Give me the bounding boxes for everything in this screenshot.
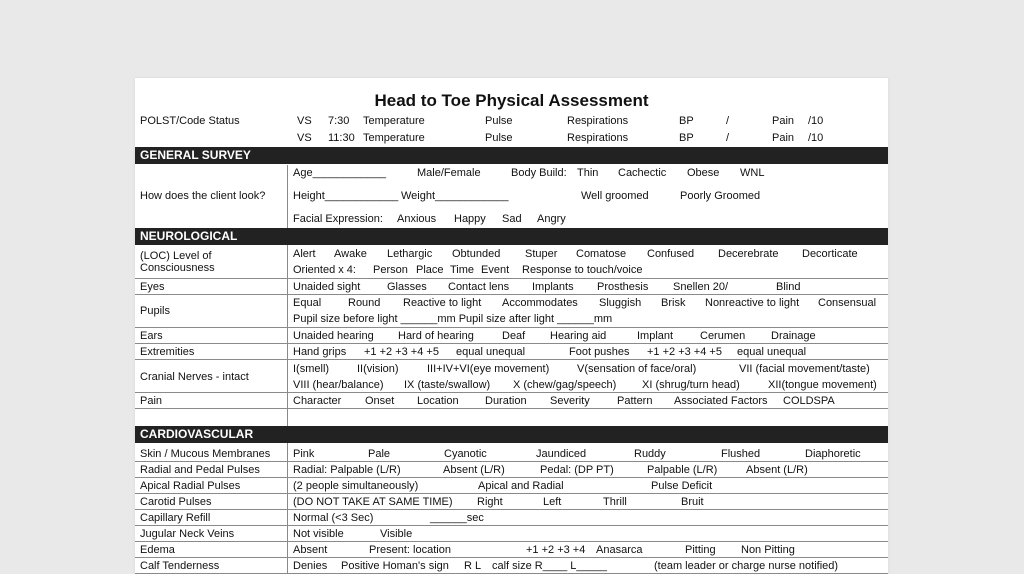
row-label: Ears xyxy=(140,330,163,342)
cardio-option: Pale xyxy=(368,448,391,460)
row-label: Eyes xyxy=(140,281,165,293)
row-divider xyxy=(135,493,888,494)
neuro-option: Decorticate xyxy=(802,248,858,260)
row-divider xyxy=(135,525,888,526)
neuro-option: Alert xyxy=(293,248,316,260)
neuro-option: Hand grips xyxy=(293,346,347,358)
section-heading: GENERAL SURVEY xyxy=(140,148,251,162)
section-cardiovascular xyxy=(135,426,888,443)
cardio-option: Bruit xyxy=(681,496,704,508)
neuro-option: Decerebrate xyxy=(718,248,779,260)
cardio-option: Left xyxy=(543,496,562,508)
cranial-nerve-option: XII(tongue movement) xyxy=(768,379,877,391)
neuro-option: Location xyxy=(417,395,459,407)
neuro-option: Accommodates xyxy=(502,297,578,309)
neuro-option: Time xyxy=(450,264,475,276)
neuro-option: Event xyxy=(481,264,510,276)
survey-option: Thin xyxy=(577,167,599,179)
cardio-option: Pink xyxy=(293,448,315,460)
neuro-option: Foot pushes xyxy=(569,346,630,358)
survey-option: Cachectic xyxy=(618,167,667,179)
cardio-option: +1 +2 +3 +4 xyxy=(526,544,586,556)
neuro-option: equal unequal xyxy=(456,346,526,358)
row-label: Radial and Pedal Pulses xyxy=(140,464,260,476)
neuro-option: Cerumen xyxy=(700,330,746,342)
row-label: Skin / Mucous Membranes xyxy=(140,448,271,460)
vital-signs-field: /10 xyxy=(808,115,824,127)
cardio-option: R L xyxy=(464,560,482,572)
column-divider xyxy=(287,245,288,426)
vital-signs-field: 7:30 xyxy=(328,115,350,127)
neuro-option: Severity xyxy=(550,395,590,407)
neuro-option: Hearing aid xyxy=(550,330,607,342)
form-title: Head to Toe Physical Assessment xyxy=(374,91,649,110)
cardio-option: Jaundiced xyxy=(536,448,587,460)
neuro-option: Prosthesis xyxy=(597,281,649,293)
neuro-option: Awake xyxy=(334,248,367,260)
neuro-option: Associated Factors xyxy=(674,395,768,407)
cardio-option: Pitting xyxy=(685,544,716,556)
cardio-option: Palpable (L/R) xyxy=(647,464,718,476)
neuro-option: Implant xyxy=(637,330,674,342)
neuro-option: Nonreactive to light xyxy=(705,297,800,309)
vital-signs-field: Temperature xyxy=(363,115,425,127)
column-divider xyxy=(287,165,288,228)
neuro-option: Character xyxy=(293,395,342,407)
row-divider xyxy=(135,327,888,328)
vital-signs-field: /10 xyxy=(808,132,824,144)
neuro-option: Place xyxy=(416,264,444,276)
cardio-option: Absent (L/R) xyxy=(443,464,505,476)
survey-option: Happy xyxy=(454,213,486,225)
row-divider xyxy=(135,477,888,478)
cardio-option: ______sec xyxy=(430,512,484,524)
cardio-option: Denies xyxy=(293,560,328,572)
neuro-option: Response to touch/voice xyxy=(522,264,643,276)
cardio-option: Normal (<3 Sec) xyxy=(293,512,374,524)
survey-option: Anxious xyxy=(397,213,437,225)
neuro-option: Onset xyxy=(365,395,395,407)
neuro-option: Round xyxy=(348,297,381,309)
cardio-option: Ruddy xyxy=(634,448,666,460)
vital-signs-field: 11:30 xyxy=(328,132,355,144)
cardio-option: Radial: Palpable (L/R) xyxy=(293,464,401,476)
cardio-option: Visible xyxy=(380,528,413,540)
survey-option: Height____________ xyxy=(293,190,399,202)
vital-signs-field: VS xyxy=(297,132,312,144)
survey-option: Facial Expression: xyxy=(293,213,383,225)
section-heading: CARDIOVASCULAR xyxy=(140,427,254,441)
vital-signs-field: / xyxy=(726,115,730,127)
survey-option: Well groomed xyxy=(581,190,649,202)
cardio-option: Pulse Deficit xyxy=(651,480,713,492)
cardio-option: (team leader or charge nurse notified) xyxy=(654,560,839,572)
cardio-option: Diaphoretic xyxy=(805,448,861,460)
vital-signs-field: BP xyxy=(679,115,694,127)
neuro-option: Comatose xyxy=(576,248,627,260)
row-label: Apical Radial Pulses xyxy=(140,480,241,492)
vital-signs-field: VS xyxy=(297,115,312,127)
row-divider xyxy=(135,278,888,279)
neuro-option: Blind xyxy=(776,281,801,293)
neuro-option: COLDSPA xyxy=(783,395,835,407)
survey-option: Obese xyxy=(687,167,720,179)
neuro-option: Snellen 20/ xyxy=(673,281,729,293)
neuro-option: Confused xyxy=(647,248,695,260)
cardio-option: calf size R____ L_____ xyxy=(492,560,607,572)
row-label: Carotid Pulses xyxy=(140,496,212,508)
neuro-option: Unaided hearing xyxy=(293,330,374,342)
cranial-nerve-option: XI (shrug/turn head) xyxy=(642,379,740,391)
neuro-option: equal unequal xyxy=(737,346,807,358)
neuro-option: Pupil size before light ______mm Pupil size after light ______mm xyxy=(293,313,613,325)
row-divider xyxy=(135,294,888,295)
neuro-option: Drainage xyxy=(771,330,816,342)
section-general-survey xyxy=(135,147,888,164)
vital-signs-field: Pain xyxy=(772,115,795,127)
cardio-option: (DO NOT TAKE AT SAME TIME) xyxy=(293,496,453,508)
neuro-option: Sluggish xyxy=(599,297,642,309)
survey-option: Sad xyxy=(502,213,522,225)
vital-signs-field: Pain xyxy=(772,132,795,144)
row-label: Cranial Nerves - intact xyxy=(140,371,249,383)
row-divider xyxy=(135,461,888,462)
survey-option: Body Build: xyxy=(511,167,567,179)
neuro-option: Pattern xyxy=(617,395,653,407)
vital-signs-field: Pulse xyxy=(485,115,513,127)
row-divider xyxy=(135,557,888,558)
survey-option: Angry xyxy=(537,213,566,225)
cardio-option: Not visible xyxy=(293,528,344,540)
survey-option: Age____________ xyxy=(293,167,386,179)
neuro-option: +1 +2 +3 +4 +5 xyxy=(364,346,439,358)
cardio-option: Thrill xyxy=(603,496,627,508)
neuro-option: Obtunded xyxy=(452,248,501,260)
vital-signs-field: BP xyxy=(679,132,694,144)
survey-option: Male/Female xyxy=(417,167,481,179)
neuro-option: Contact lens xyxy=(448,281,510,293)
cranial-nerve-option: V(sensation of face/oral) xyxy=(577,363,697,375)
neuro-option: Person xyxy=(373,264,408,276)
row-divider xyxy=(135,392,888,393)
row-label: (LOC) Level of xyxy=(140,250,212,262)
row-divider xyxy=(135,541,888,542)
row-label: Consciousness xyxy=(140,262,215,274)
vital-signs-field: Temperature xyxy=(363,132,425,144)
cardio-option: Non Pitting xyxy=(741,544,795,556)
neuro-option: Equal xyxy=(293,297,322,309)
section-neurological xyxy=(135,228,888,245)
row-label: Jugular Neck Veins xyxy=(140,528,235,540)
survey-option: WNL xyxy=(740,167,765,179)
cranial-nerve-option: X (chew/gag/speech) xyxy=(513,379,617,391)
neuro-option: Hard of hearing xyxy=(398,330,474,342)
cranial-nerve-option: VII (facial movement/taste) xyxy=(739,363,870,375)
row-label: Extremities xyxy=(140,346,195,358)
cranial-nerve-option: VIII (hear/balance) xyxy=(293,379,384,391)
row-divider xyxy=(135,359,888,360)
neuro-option: Lethargic xyxy=(387,248,433,260)
cranial-nerve-option: I(smell) xyxy=(293,363,330,375)
row-label: Calf Tenderness xyxy=(140,560,220,572)
cardio-option: Right xyxy=(477,496,503,508)
cardio-option: Anasarca xyxy=(596,544,643,556)
neuro-option: Stuper xyxy=(525,248,558,260)
cardio-option: (2 people simultaneously) xyxy=(293,480,419,492)
neuro-option: +1 +2 +3 +4 +5 xyxy=(647,346,722,358)
cardio-option: Pedal: (DP PT) xyxy=(540,464,614,476)
cardio-option: Present: location xyxy=(369,544,451,556)
cranial-nerve-option: III+IV+VI(eye movement) xyxy=(427,363,550,375)
row-label: Pupils xyxy=(140,305,170,317)
vital-signs-field: Respirations xyxy=(567,115,629,127)
polst-label: POLST/Code Status xyxy=(140,115,240,127)
survey-option: Poorly Groomed xyxy=(680,190,761,202)
row-divider xyxy=(135,509,888,510)
row-divider xyxy=(135,343,888,344)
neuro-option: Oriented x 4: xyxy=(293,264,356,276)
vital-signs-field: Pulse xyxy=(485,132,513,144)
row-label: Capillary Refill xyxy=(140,512,211,524)
cranial-nerve-option: IX (taste/swallow) xyxy=(404,379,491,391)
survey-option: Weight____________ xyxy=(401,190,509,202)
cardio-option: Absent (L/R) xyxy=(746,464,808,476)
assessment-form xyxy=(135,78,888,574)
vital-signs-field: / xyxy=(726,132,730,144)
row-divider xyxy=(135,408,888,409)
neuro-option: Unaided sight xyxy=(293,281,361,293)
neuro-option: Glasses xyxy=(387,281,427,293)
cardio-option: Positive Homan's sign xyxy=(341,560,449,572)
cardio-option: Apical and Radial xyxy=(478,480,564,492)
cranial-nerve-option: II(vision) xyxy=(357,363,399,375)
cardio-option: Cyanotic xyxy=(444,448,487,460)
row-label: Edema xyxy=(140,544,175,556)
neuro-option: Brisk xyxy=(661,297,686,309)
section-heading: NEUROLOGICAL xyxy=(140,229,238,243)
neuro-option: Reactive to light xyxy=(403,297,482,309)
neuro-option: Implants xyxy=(532,281,574,293)
neuro-option: Consensual xyxy=(818,297,877,309)
cardio-option: Flushed xyxy=(721,448,761,460)
vital-signs-field: Respirations xyxy=(567,132,629,144)
neuro-option: Duration xyxy=(485,395,527,407)
row-label: How does the client look? xyxy=(140,190,266,202)
row-label: Pain xyxy=(140,395,163,407)
cardio-option: Absent xyxy=(293,544,328,556)
neuro-option: Deaf xyxy=(502,330,526,342)
